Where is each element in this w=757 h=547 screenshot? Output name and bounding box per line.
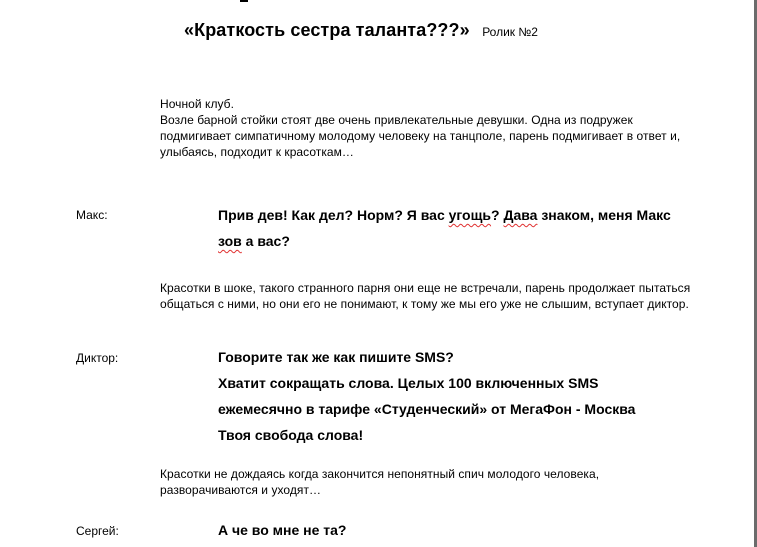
- maks-text-part: Прив дев! Как дел? Норм? Я вас: [218, 207, 449, 223]
- speaker-sergey: Сергей:: [76, 524, 119, 538]
- maks-text-part: а вас?: [241, 233, 290, 249]
- diktor-line: Говорите так же как пишите SMS?: [218, 349, 454, 365]
- document-title: «Краткость сестра таланта???»: [184, 20, 470, 40]
- diktor-line: ежемесячно в тарифе «Студенческий» от МегаФон - Москва: [218, 401, 636, 417]
- spellcheck-word: Дава: [503, 207, 538, 223]
- sergey-line: А че во мне не та?: [218, 522, 347, 538]
- scene-intro: [160, 96, 700, 160]
- cursor-mark: [240, 0, 248, 2]
- maks-text-part: ?: [491, 207, 504, 223]
- spellcheck-word: угощь: [448, 207, 492, 223]
- scene-location: Ночной клуб.: [160, 97, 234, 111]
- maks-text-part: знаком, меня Макс: [537, 207, 671, 223]
- stage-direction-1: Красотки в шоке, такого странного парня они еще не встречали, парень продолжает пытаться общаться с ними, но они его не понимают, к тому же мы его уже не слышим, вступает диктор.: [160, 281, 691, 311]
- spellcheck-word: зов: [218, 233, 242, 249]
- maks-speech: [218, 202, 718, 254]
- stage-direction-2: Красотки не дождаясь когда закончится непонятный спич молодого человека, разворачиваются и уходят…: [160, 467, 600, 497]
- document-subtitle: Ролик №2: [482, 25, 538, 39]
- speaker-maks: Макс:: [76, 208, 108, 222]
- diktor-line: Хватит сокращать слова. Целых 100 включенных SMS: [218, 375, 599, 391]
- sergey-speech: [218, 517, 718, 543]
- maks-speech-line-2: [218, 228, 718, 254]
- title-block: [184, 20, 538, 41]
- diktor-line: Твоя свобода слова!: [218, 427, 364, 443]
- scene-description: Возле барной стойки стоят две очень привлекательные девушки. Одна из подружек подмигивает симпатичному молодому человеку на танцполе, парень подмигивает в ответ и, улыбаясь, подходит к красоткам…: [160, 113, 681, 159]
- diktor-speech: [218, 344, 718, 448]
- speaker-diktor: Диктор:: [76, 351, 119, 365]
- maks-speech-line-1: [218, 202, 718, 228]
